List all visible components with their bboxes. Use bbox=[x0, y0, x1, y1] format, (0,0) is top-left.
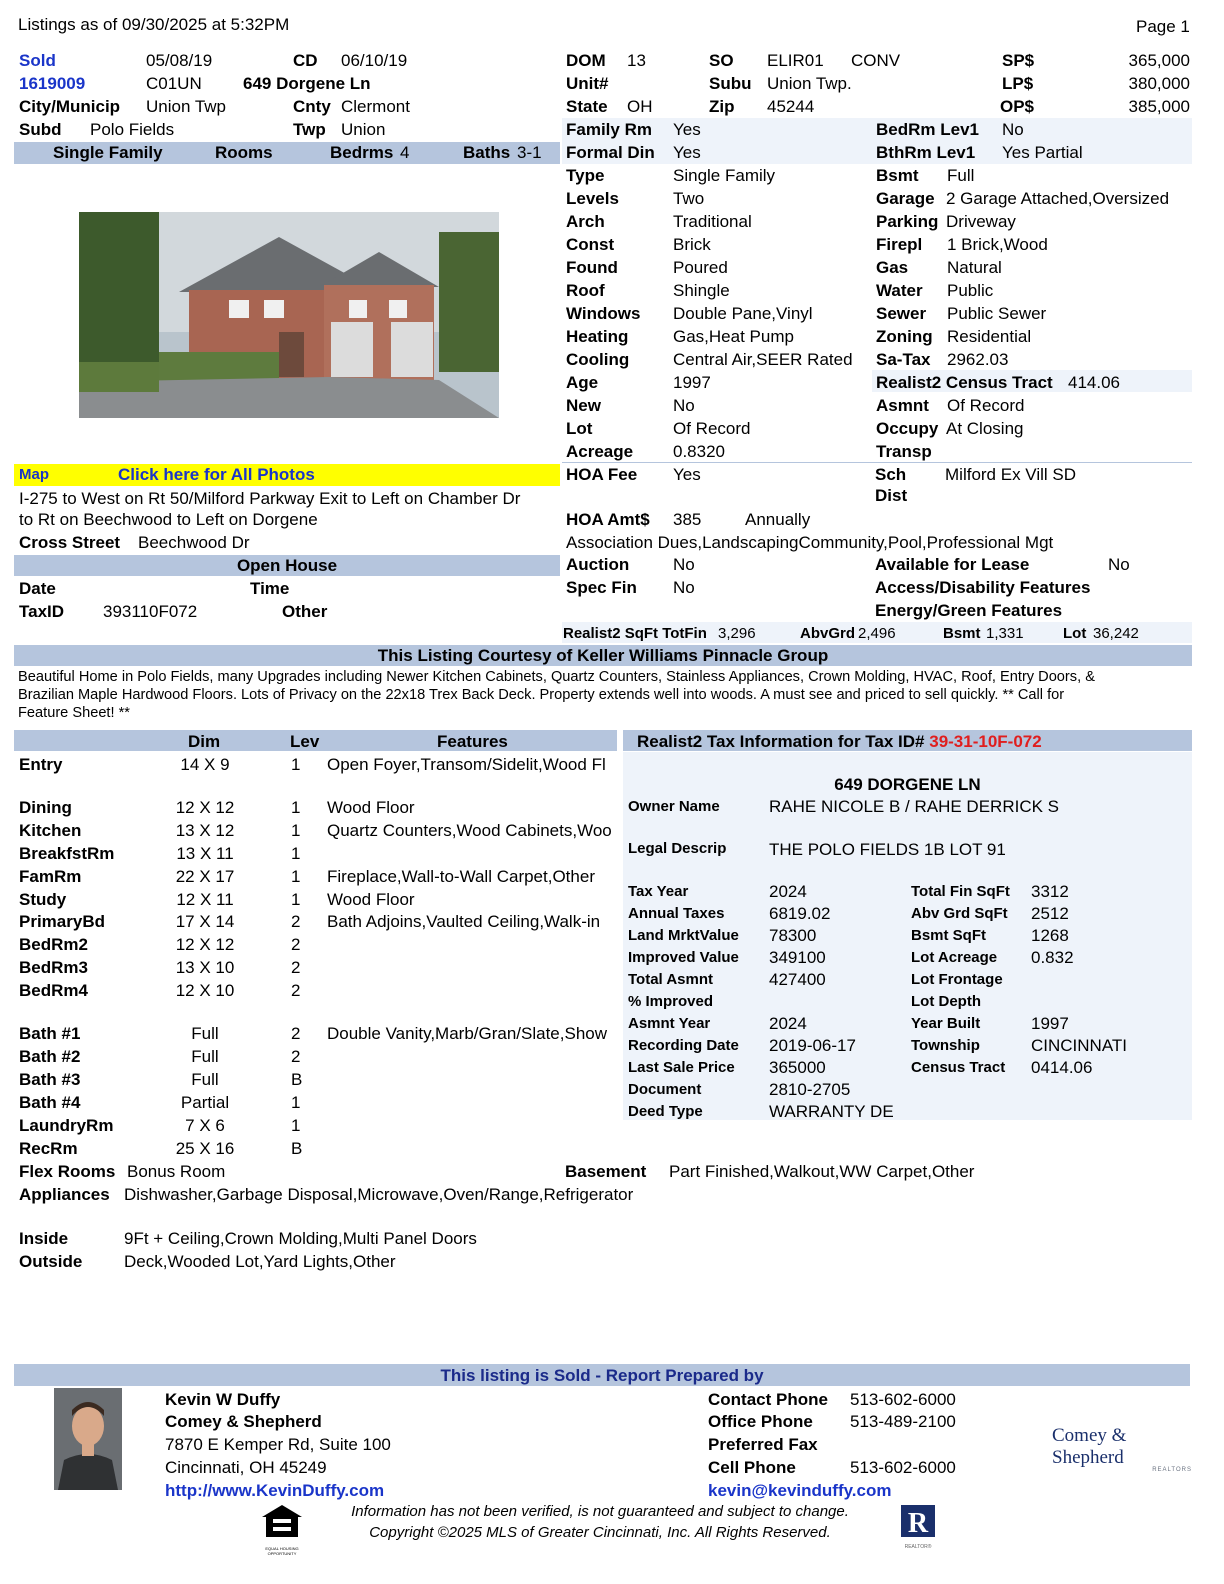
feature-label: Zoning bbox=[876, 327, 933, 346]
tax-value: 1268 bbox=[1031, 926, 1069, 945]
legal-label: Legal Descrip bbox=[628, 840, 727, 857]
tax-label: Total Asmnt bbox=[628, 971, 713, 988]
owner-label: Owner Name bbox=[628, 798, 720, 815]
courtesy-text: This Listing Courtesy of Keller Williams Pinnacle Group bbox=[377, 646, 829, 665]
feature-label: Parking bbox=[876, 212, 939, 231]
sold-bar-text: This listing is Sold - Report Prepared by bbox=[440, 1366, 764, 1385]
feature-label: Age bbox=[566, 373, 599, 392]
legal-value: THE POLO FIELDS 1B LOT 91 bbox=[769, 840, 1006, 859]
room-lev: B bbox=[291, 1139, 303, 1158]
directions-line1: I-275 to West on Rt 50/Milford Parkway Exit to Left on Chamber Dr bbox=[19, 489, 521, 508]
room-dim: 13 X 12 bbox=[175, 821, 235, 840]
lp-label: LP$ bbox=[1002, 74, 1034, 93]
totfin-label: Realist2 SqFt TotFin bbox=[563, 625, 707, 642]
tax-label: Tax Year bbox=[628, 883, 689, 900]
bsmt-sqft-label: Bsmt bbox=[943, 625, 981, 642]
feature-label: Sa-Tax bbox=[876, 350, 931, 369]
feature-value: 1 Brick,Wood bbox=[947, 235, 1048, 254]
fax-label: Preferred Fax bbox=[708, 1435, 818, 1454]
open-house-date-label: Date bbox=[19, 579, 56, 598]
open-house-title: Open House bbox=[236, 556, 338, 575]
room-lev: 1 bbox=[291, 798, 301, 817]
remarks-line3: Feature Sheet! ** bbox=[18, 705, 130, 721]
feature-label: Firepl bbox=[876, 235, 923, 254]
feature-label: BedRm Lev1 bbox=[876, 120, 979, 139]
abvgrd-label: AbvGrd bbox=[800, 625, 856, 642]
feature-value: Of Record bbox=[947, 396, 1025, 415]
feature-label: Gas bbox=[876, 258, 909, 277]
specfin-value: No bbox=[673, 578, 695, 597]
rooms-header-dim: Dim bbox=[188, 732, 221, 751]
tax-label: Annual Taxes bbox=[628, 905, 725, 922]
room-name: Bath #1 bbox=[19, 1024, 81, 1043]
specfin-label: Spec Fin bbox=[566, 578, 637, 597]
taxid-label: TaxID bbox=[19, 602, 65, 621]
tax-label: Year Built bbox=[911, 1015, 981, 1032]
remarks-line2: Brazilian Maple Hardwood Floors. Lots of Privacy on the 22x18 Trex Back Deck. Property extends well into woods. A must see and priced to sell quickly. ** Call for bbox=[18, 687, 1065, 703]
room-lev: 2 bbox=[291, 958, 301, 977]
sch-label-2: Dist bbox=[875, 486, 908, 505]
tax-address: 649 DORGENE LN bbox=[834, 775, 981, 794]
feature-value: Single Family bbox=[673, 166, 776, 185]
flex-label: Flex Rooms bbox=[19, 1162, 116, 1181]
appliances-value: Dishwasher,Garbage Disposal,Microwave,Oven/Range,Refrigerator bbox=[124, 1185, 634, 1204]
room-dim: 25 X 16 bbox=[175, 1139, 235, 1158]
equal-housing-icon bbox=[258, 1503, 306, 1556]
room-features: Fireplace,Wall-to-Wall Carpet,Other bbox=[327, 867, 595, 886]
contact-phone-value: 513-602-6000 bbox=[850, 1390, 956, 1409]
zip-value: 45244 bbox=[767, 97, 815, 116]
room-name: LaundryRm bbox=[19, 1116, 114, 1135]
room-name: PrimaryBd bbox=[19, 912, 105, 931]
bsmt-sqft-value: 1,331 bbox=[986, 625, 1024, 642]
room-dim: 12 X 12 bbox=[175, 935, 235, 954]
feature-value: Public Sewer bbox=[947, 304, 1047, 323]
disclaimer-line1: Information has not been verified, is not guaranteed and subject to change. bbox=[351, 1503, 849, 1520]
room-lev: 1 bbox=[291, 890, 301, 909]
tax-label: Abv Grd SqFt bbox=[911, 905, 1008, 922]
open-house-other-label: Other bbox=[282, 602, 328, 621]
feature-label: Const bbox=[566, 235, 615, 254]
map-link[interactable]: Map bbox=[19, 466, 49, 483]
cd-value: 06/10/19 bbox=[341, 51, 408, 70]
room-dim: 13 X 10 bbox=[175, 958, 235, 977]
access-label: Access/Disability Features bbox=[875, 578, 1091, 597]
city-value: Union Twp bbox=[146, 97, 227, 116]
op-label: OP$ bbox=[1000, 97, 1035, 116]
room-lev: 1 bbox=[291, 1093, 301, 1112]
tax-value: 1997 bbox=[1031, 1014, 1069, 1033]
contact-phone-label: Contact Phone bbox=[708, 1390, 828, 1409]
tax-value: 427400 bbox=[769, 970, 826, 989]
cross-street-value: Beechwood Dr bbox=[138, 533, 250, 552]
feature-label: Lot bbox=[566, 419, 593, 438]
feature-value: Residential bbox=[947, 327, 1032, 346]
cell-phone-label: Cell Phone bbox=[708, 1458, 796, 1477]
feature-value: Double Pane,Vinyl bbox=[673, 304, 813, 323]
tax-value: 2512 bbox=[1031, 904, 1069, 923]
feature-label: BthRm Lev1 bbox=[876, 143, 976, 162]
cell-phone-value: 513-602-6000 bbox=[850, 1458, 956, 1477]
tax-label: Lot Frontage bbox=[911, 971, 1003, 988]
feature-value: Driveway bbox=[946, 212, 1016, 231]
agent-email-link[interactable]: kevin@kevinduffy.com bbox=[708, 1481, 892, 1500]
office-phone-label: Office Phone bbox=[708, 1412, 813, 1431]
agent-name: Kevin W Duffy bbox=[165, 1390, 281, 1409]
tax-value: CINCINNATI bbox=[1031, 1036, 1128, 1055]
room-name: BedRm2 bbox=[19, 935, 88, 954]
cnty-value: Clermont bbox=[341, 97, 410, 116]
feature-value: Full bbox=[947, 166, 975, 185]
mls-number: 1619009 bbox=[19, 74, 86, 93]
tax-label: Last Sale Price bbox=[628, 1059, 735, 1076]
agent-street: 7870 E Kemper Rd, Suite 100 bbox=[165, 1435, 391, 1454]
room-name: Bath #2 bbox=[19, 1047, 81, 1066]
room-features: Wood Floor bbox=[327, 798, 415, 817]
room-lev: B bbox=[291, 1070, 303, 1089]
feature-label: Windows bbox=[566, 304, 641, 323]
feature-label: Formal Din bbox=[566, 143, 655, 162]
feature-value: 414.06 bbox=[1068, 373, 1120, 392]
feature-value: Natural bbox=[947, 258, 1002, 277]
realtor-icon bbox=[898, 1503, 938, 1550]
hoa-amt-period: Annually bbox=[745, 510, 811, 529]
eho-text: EQUAL HOUSING OPPORTUNITY bbox=[265, 1546, 299, 1556]
flex-value: Bonus Room bbox=[127, 1162, 226, 1181]
room-dim: Partial bbox=[180, 1093, 230, 1112]
room-dim: 22 X 17 bbox=[175, 867, 235, 886]
tax-label: Census Tract bbox=[911, 1059, 1006, 1076]
room-name: Kitchen bbox=[19, 821, 82, 840]
room-features: Wood Floor bbox=[327, 890, 415, 909]
open-house-time-label: Time bbox=[250, 579, 290, 598]
tax-value: 2019-06-17 bbox=[769, 1036, 856, 1055]
feature-value: 1997 bbox=[673, 373, 711, 392]
feature-label: Transp bbox=[876, 442, 932, 461]
room-lev: 2 bbox=[291, 912, 301, 931]
dom-label: DOM bbox=[566, 51, 606, 70]
room-lev: 1 bbox=[291, 755, 301, 774]
comey-shepherd-logo bbox=[1052, 1425, 1192, 1473]
cross-street-label: Cross Street bbox=[19, 533, 121, 552]
hoa-amt-value: 385 bbox=[673, 510, 702, 529]
lease-label: Available for Lease bbox=[875, 555, 1030, 574]
agent-website-link[interactable]: http://www.KevinDuffy.com bbox=[165, 1481, 385, 1500]
subu-label: Subu bbox=[709, 74, 752, 93]
feature-value: Yes bbox=[673, 120, 701, 139]
feature-value: Traditional bbox=[673, 212, 752, 231]
hoa-fee-value: Yes bbox=[673, 465, 701, 484]
tax-value: WARRANTY DE bbox=[769, 1102, 894, 1121]
tax-value: 2024 bbox=[769, 1014, 807, 1033]
feature-label: Cooling bbox=[566, 350, 630, 369]
feature-label: Bsmt bbox=[876, 166, 919, 185]
summary-bedrms-label: Bedrms bbox=[330, 143, 394, 162]
feature-label: Realist2 Census Tract bbox=[876, 373, 1053, 392]
room-lev: 1 bbox=[291, 844, 301, 863]
feature-label: Family Rm bbox=[566, 120, 652, 139]
tax-value: 2810-2705 bbox=[769, 1080, 851, 1099]
sold-date: 05/08/19 bbox=[146, 51, 213, 70]
summary-baths-value: 3-1 bbox=[517, 143, 542, 162]
tax-value: 6819.02 bbox=[769, 904, 831, 923]
tax-header-id: 39-31-10F-072 bbox=[929, 732, 1042, 751]
tax-label: Land MrktValue bbox=[628, 927, 739, 944]
lease-value: No bbox=[1108, 555, 1130, 574]
sch-label-1: Sch bbox=[875, 465, 907, 484]
room-lev: 2 bbox=[291, 1024, 301, 1043]
tax-label: Improved Value bbox=[628, 949, 739, 966]
tax-value: 0414.06 bbox=[1031, 1058, 1093, 1077]
feature-value: Yes bbox=[673, 143, 701, 162]
room-dim: 13 X 11 bbox=[176, 844, 234, 863]
room-features: Double Vanity,Marb/Gran/Slate,Show bbox=[327, 1024, 608, 1043]
op-value: 385,000 bbox=[1128, 97, 1190, 116]
feature-label: Levels bbox=[566, 189, 619, 208]
room-name: Bath #4 bbox=[19, 1093, 81, 1112]
lot-sqft-value: 36,242 bbox=[1093, 625, 1139, 642]
financing-conv: CONV bbox=[851, 51, 901, 70]
so-value: ELIR01 bbox=[767, 51, 824, 70]
room-lev: 1 bbox=[291, 867, 301, 886]
feature-value: No bbox=[1002, 120, 1024, 139]
feature-value: Gas,Heat Pump bbox=[673, 327, 794, 346]
room-lev: 2 bbox=[291, 935, 301, 954]
inside-value: 9Ft + Ceiling,Crown Molding,Multi Panel Doors bbox=[124, 1229, 477, 1248]
room-dim: Full bbox=[191, 1070, 219, 1089]
feature-label: Arch bbox=[566, 212, 605, 231]
dom-value: 13 bbox=[627, 51, 646, 70]
twp-label: Twp bbox=[293, 120, 326, 139]
tax-value: 2024 bbox=[769, 882, 807, 901]
room-name: Study bbox=[19, 890, 67, 909]
feature-label: Water bbox=[876, 281, 923, 300]
room-dim: 12 X 10 bbox=[175, 981, 235, 1000]
taxid-value: 393110F072 bbox=[103, 602, 198, 621]
listings-timestamp: Listings as of 09/30/2025 at 5:32PM bbox=[18, 15, 290, 34]
hoa-amt-label: HOA Amt$ bbox=[566, 510, 650, 529]
basement-label: Basement bbox=[565, 1162, 647, 1181]
feature-value: No bbox=[673, 396, 695, 415]
feature-label: Occupy bbox=[876, 419, 939, 438]
tax-header-title: Realist2 Tax Information for Tax ID# bbox=[637, 732, 925, 751]
room-dim: 14 X 9 bbox=[180, 755, 230, 774]
subd-value: Polo Fields bbox=[90, 120, 175, 139]
features-divider bbox=[562, 462, 1192, 463]
feature-label: Asmnt bbox=[876, 396, 929, 415]
feature-value: 2 Garage Attached,Oversized bbox=[946, 189, 1170, 208]
svg-text:R: R bbox=[907, 1508, 929, 1539]
tax-value: 349100 bbox=[769, 948, 826, 967]
feature-label: New bbox=[566, 396, 601, 415]
zip-label: Zip bbox=[709, 97, 735, 116]
tax-label: Deed Type bbox=[628, 1103, 703, 1120]
room-name: FamRm bbox=[19, 867, 82, 886]
room-features: Open Foyer,Transom/Sidelit,Wood Fl bbox=[327, 755, 606, 774]
feature-value: Shingle bbox=[673, 281, 730, 300]
room-name: BreakfstRm bbox=[19, 844, 115, 863]
energy-label: Energy/Green Features bbox=[875, 601, 1063, 620]
room-dim: 12 X 12 bbox=[175, 798, 235, 817]
office-phone-value: 513-489-2100 bbox=[850, 1412, 956, 1431]
tax-label: Township bbox=[911, 1037, 980, 1054]
summary-rooms-label: Rooms bbox=[215, 143, 273, 162]
room-dim: 12 X 11 bbox=[176, 890, 234, 909]
sp-value: 365,000 bbox=[1128, 51, 1190, 70]
city-label: City/Municip bbox=[19, 97, 121, 116]
feature-value: At Closing bbox=[946, 419, 1024, 438]
page-number: Page 1 bbox=[1136, 17, 1190, 36]
cnty-label: Cnty bbox=[293, 97, 331, 116]
basement-value: Part Finished,Walkout,WW Carpet,Other bbox=[669, 1162, 975, 1181]
unit-label: Unit# bbox=[566, 74, 609, 93]
tax-label: Bsmt SqFt bbox=[911, 927, 986, 944]
appliances-label: Appliances bbox=[19, 1185, 110, 1204]
room-name: Entry bbox=[19, 755, 63, 774]
room-lev: 1 bbox=[291, 821, 301, 840]
remarks-line1: Beautiful Home in Polo Fields, many Upgrades including Newer Kitchen Cabinets, Quartz Counters, Stainless Appliances, Crown Molding, HVAC, Roof, Entry Doors, & bbox=[18, 669, 1095, 685]
totfin-value: 3,296 bbox=[718, 625, 756, 642]
house-photo[interactable] bbox=[79, 212, 499, 418]
tax-label: Document bbox=[628, 1081, 702, 1098]
feature-label: Sewer bbox=[876, 304, 927, 323]
outside-value: Deck,Wooded Lot,Yard Lights,Other bbox=[124, 1252, 396, 1271]
room-lev: 2 bbox=[291, 1047, 301, 1066]
feature-label: Acreage bbox=[566, 442, 634, 461]
logo-text: Comey & Shepherd bbox=[1052, 1425, 1127, 1468]
agent-code: C01UN bbox=[146, 74, 202, 93]
room-name: RecRm bbox=[19, 1139, 78, 1158]
agent-company: Comey & Shepherd bbox=[165, 1412, 322, 1431]
tax-label: Lot Depth bbox=[911, 993, 981, 1010]
tax-value: 365000 bbox=[769, 1058, 826, 1077]
subu-value: Union Twp. bbox=[767, 74, 852, 93]
feature-label: Type bbox=[566, 166, 605, 185]
room-name: BedRm4 bbox=[19, 981, 88, 1000]
room-dim: Full bbox=[191, 1047, 219, 1066]
twp-value: Union bbox=[341, 120, 386, 139]
rooms-header-features: Features bbox=[437, 732, 508, 751]
feature-value: Two bbox=[673, 189, 705, 208]
realtor-text: REALTOR® bbox=[904, 1544, 932, 1550]
hoa-fee-label: HOA Fee bbox=[566, 465, 638, 484]
feature-label: Roof bbox=[566, 281, 605, 300]
room-dim: 17 X 14 bbox=[175, 912, 235, 931]
tax-value: 3312 bbox=[1031, 882, 1069, 901]
cd-label: CD bbox=[293, 51, 318, 70]
room-features: Quartz Counters,Wood Cabinets,Woo bbox=[327, 821, 612, 840]
feature-value: 2962.03 bbox=[947, 350, 1009, 369]
property-address: 649 Dorgene Ln bbox=[243, 74, 371, 93]
room-name: Bath #3 bbox=[19, 1070, 81, 1089]
tax-label: Recording Date bbox=[628, 1037, 739, 1054]
feature-value: Yes Partial bbox=[1002, 143, 1083, 162]
tax-value: 0.832 bbox=[1031, 948, 1074, 967]
feature-value: Of Record bbox=[673, 419, 751, 438]
owner-value: RAHE NICOLE B / RAHE DERRICK S bbox=[769, 797, 1060, 816]
tax-label: % Improved bbox=[628, 993, 714, 1010]
room-name: Dining bbox=[19, 798, 72, 817]
logo-sub: REALTORS bbox=[1152, 1467, 1192, 1473]
rooms-header-lev: Lev bbox=[290, 732, 320, 751]
summary-baths-label: Baths bbox=[463, 143, 511, 162]
feature-value: 0.8320 bbox=[673, 442, 725, 461]
abvgrd-value: 2,496 bbox=[858, 625, 896, 642]
sch-value: Milford Ex Vill SD bbox=[945, 465, 1076, 484]
so-label: SO bbox=[709, 51, 734, 70]
status-label: Sold bbox=[19, 51, 56, 70]
association-line: Association Dues,LandscapingCommunity,Pool,Professional Mgt bbox=[566, 533, 1054, 552]
room-lev: 2 bbox=[291, 981, 301, 1000]
tax-value: 78300 bbox=[769, 926, 817, 945]
directions-line2: to Rt on Beechwood to Left on Dorgene bbox=[19, 510, 318, 529]
feature-value: Brick bbox=[673, 235, 711, 254]
subd-label: Subd bbox=[19, 120, 62, 139]
outside-label: Outside bbox=[19, 1252, 83, 1271]
room-name: BedRm3 bbox=[19, 958, 88, 977]
feature-label: Found bbox=[566, 258, 618, 277]
room-lev: 1 bbox=[291, 1116, 301, 1135]
room-features: Bath Adjoins,Vaulted Ceiling,Walk-in bbox=[327, 912, 601, 931]
tax-label: Lot Acreage bbox=[911, 949, 998, 966]
feature-label: Garage bbox=[876, 189, 935, 208]
feature-value: Central Air,SEER Rated bbox=[673, 350, 853, 369]
room-dim: Full bbox=[191, 1024, 219, 1043]
auction-label: Auction bbox=[566, 555, 630, 574]
lot-sqft-label: Lot bbox=[1063, 625, 1087, 642]
feature-value: Public bbox=[947, 281, 994, 300]
feature-label: Heating bbox=[566, 327, 629, 346]
auction-value: No bbox=[673, 555, 695, 574]
sp-label: SP$ bbox=[1002, 51, 1035, 70]
tax-label: Asmnt Year bbox=[628, 1015, 711, 1032]
disclaimer-line2: Copyright ©2025 MLS of Greater Cincinnati, Inc. All Rights Reserved. bbox=[369, 1524, 831, 1541]
agent-avatar bbox=[54, 1388, 122, 1490]
inside-label: Inside bbox=[19, 1229, 69, 1248]
state-label: State bbox=[566, 97, 608, 116]
state-value: OH bbox=[627, 97, 653, 116]
summary-bedrms-value: 4 bbox=[400, 143, 410, 162]
feature-value: Poured bbox=[673, 258, 728, 277]
room-dim: 7 X 6 bbox=[185, 1116, 225, 1135]
tax-label: Total Fin SqFt bbox=[911, 883, 1010, 900]
tax-header bbox=[637, 732, 1042, 752]
all-photos-link[interactable]: Click here for All Photos bbox=[118, 465, 315, 484]
summary-type: Single Family bbox=[53, 143, 163, 162]
lp-value: 380,000 bbox=[1128, 74, 1190, 93]
agent-city: Cincinnati, OH 45249 bbox=[165, 1458, 327, 1477]
